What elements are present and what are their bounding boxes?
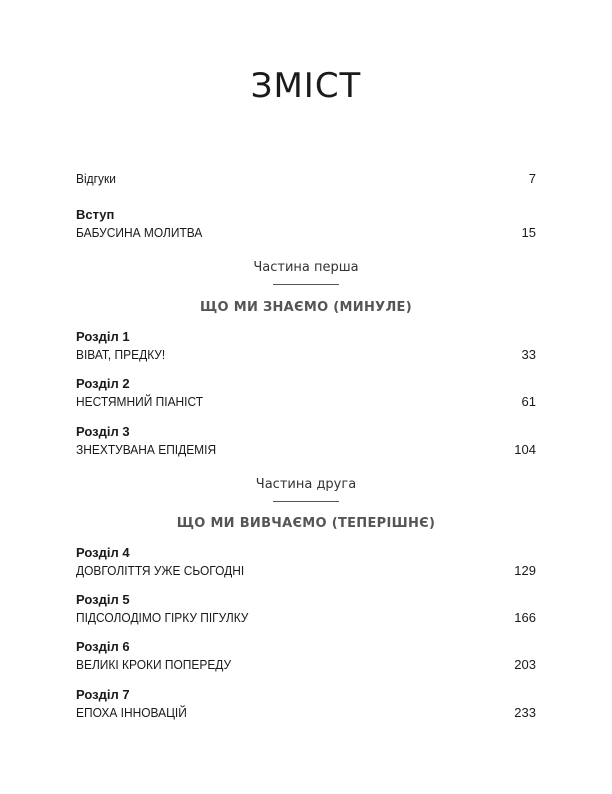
toc-entry-chapter-1[interactable] bbox=[76, 328, 536, 364]
part-label: Частина перша bbox=[253, 260, 359, 275]
entry-page-number: 233 bbox=[514, 705, 536, 720]
entry-label: Розділ 2 bbox=[76, 376, 130, 391]
entry-row bbox=[76, 704, 536, 722]
entry-title: ВЕЛИКІ КРОКИ ПОПЕРЕДУ bbox=[76, 657, 232, 672]
entry-page-number: 203 bbox=[514, 657, 536, 672]
page-title: ЗМІСТ bbox=[250, 66, 362, 106]
part-title-2: ЩО МИ ВИВЧАЄМО (ТЕПЕРІШНЄ) bbox=[176, 516, 436, 531]
toc-entry-chapter-7[interactable] bbox=[76, 686, 536, 722]
entry-label: Вступ bbox=[76, 207, 115, 222]
entry-page-number: 104 bbox=[514, 442, 536, 457]
entry-label: Розділ 1 bbox=[76, 329, 130, 344]
entry-page-number: 15 bbox=[521, 225, 536, 240]
entry-title: Відгуки bbox=[76, 171, 116, 186]
toc-entry-chapter-4[interactable] bbox=[76, 544, 536, 580]
entry-title: НЕСТЯМНИЙ ПІАНІСТ bbox=[76, 394, 204, 409]
entry-row bbox=[76, 562, 536, 580]
part-label: Частина друга bbox=[255, 477, 357, 492]
entry-row bbox=[76, 656, 536, 674]
toc-entry-intro[interactable] bbox=[76, 206, 536, 242]
entry-label: Розділ 6 bbox=[76, 639, 130, 654]
entry-page-number: 166 bbox=[514, 610, 536, 625]
entry-title: ВІВАТ, ПРЕДКУ! bbox=[76, 347, 166, 362]
part-divider bbox=[273, 284, 339, 285]
entry-row bbox=[76, 393, 536, 411]
entry-page-number: 129 bbox=[514, 563, 536, 578]
entry-label: Розділ 3 bbox=[76, 424, 130, 439]
entry-row bbox=[76, 346, 536, 364]
entry-label: Розділ 4 bbox=[76, 545, 130, 560]
entry-title: ДОВГОЛІТТЯ УЖЕ СЬОГОДНІ bbox=[76, 563, 245, 578]
entry-row bbox=[76, 609, 536, 627]
toc-entry-chapter-3[interactable] bbox=[76, 423, 536, 459]
part-title-1: ЩО МИ ЗНАЄМО (МИНУЛЕ) bbox=[200, 300, 412, 315]
entry-label: Розділ 7 bbox=[76, 687, 130, 702]
entry-title: ПІДСОЛОДІМО ГІРКУ ПІГУЛКУ bbox=[76, 610, 249, 625]
part-heading-1 bbox=[0, 260, 612, 285]
entry-page-number: 61 bbox=[521, 394, 536, 409]
toc-entry-chapter-6[interactable] bbox=[76, 638, 536, 674]
entry-row bbox=[76, 170, 536, 188]
entry-title: ЕПОХА ІННОВАЦІЙ bbox=[76, 705, 187, 720]
entry-row bbox=[76, 441, 536, 459]
toc-entry-chapter-2[interactable] bbox=[76, 375, 536, 411]
entry-label: Розділ 5 bbox=[76, 592, 130, 607]
entry-page-number: 33 bbox=[521, 347, 536, 362]
entry-row bbox=[76, 224, 536, 242]
toc-entry-reviews[interactable] bbox=[76, 170, 536, 188]
entry-title: ЗНЕХТУВАНА ЕПІДЕМІЯ bbox=[76, 442, 217, 457]
entry-page-number: 7 bbox=[528, 171, 536, 186]
toc-entry-chapter-5[interactable] bbox=[76, 591, 536, 627]
part-divider bbox=[273, 501, 339, 502]
entry-title: БАБУСИНА МОЛИТВА bbox=[76, 225, 203, 240]
part-heading-2 bbox=[0, 477, 612, 502]
